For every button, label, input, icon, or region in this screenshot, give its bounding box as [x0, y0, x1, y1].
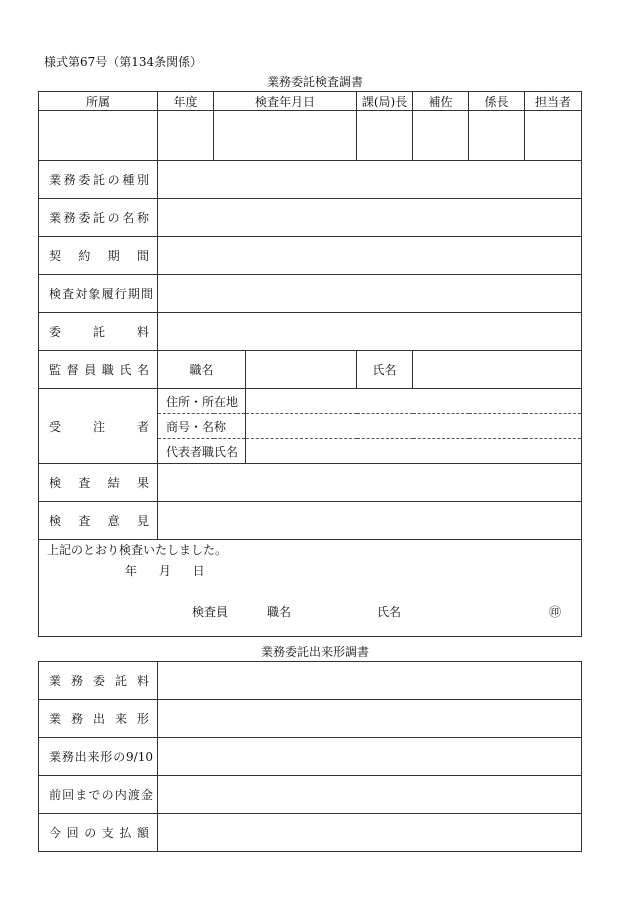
contractor-trade-label: 商号・名称 [158, 414, 246, 439]
contractor-rep-field[interactable] [246, 439, 582, 464]
header-fiscal-year: 年度 [158, 92, 214, 111]
header-affiliation: 所属 [39, 92, 158, 111]
label-fee: 委託料 [39, 313, 158, 351]
header-staff: 担当者 [525, 92, 582, 111]
form-number: 様式第67号（第134条関係） [44, 55, 203, 69]
supervisor-name-label: 氏名 [357, 351, 413, 389]
contractor-address-label: 住所・所在地 [158, 389, 246, 414]
result-field[interactable] [158, 464, 582, 502]
label-type: 業務委託の種別 [39, 161, 158, 199]
fiscal-year-cell[interactable] [158, 111, 214, 161]
affiliation-cell[interactable] [39, 111, 158, 161]
completion-title: 業務委託出来形調書 [260, 645, 369, 659]
completed-work-field[interactable] [158, 700, 582, 738]
inspector-name-label: 氏名 [377, 605, 402, 619]
header-chief: 係長 [469, 92, 525, 111]
label-contract-fee: 業務委託料 [39, 662, 158, 700]
assistant-seal-cell[interactable] [413, 111, 469, 161]
supervisor-title-field[interactable] [246, 351, 357, 389]
director-seal-cell[interactable] [357, 111, 413, 161]
inspector-title-label: 職名 [267, 605, 292, 619]
statement-cell [39, 540, 582, 637]
label-name: 業務委託の名称 [39, 199, 158, 237]
label-previous-payments: 前回までの内渡金 [39, 776, 158, 814]
label-target-period: 検査対象履行期間 [39, 275, 158, 313]
supervisor-title-label: 職名 [158, 351, 246, 389]
contractor-trade-field[interactable] [246, 414, 582, 439]
inspection-title: 業務委託検査調書 [266, 75, 363, 89]
label-ninety-percent: 業務出来形の9/10 [39, 738, 158, 776]
staff-seal-cell[interactable] [525, 111, 582, 161]
previous-payments-field[interactable] [158, 776, 582, 814]
supervisor-name-field[interactable] [413, 351, 582, 389]
header-inspection-date: 検査年月日 [214, 92, 357, 111]
period-field[interactable] [158, 237, 582, 275]
label-contractor: 受注者 [39, 389, 158, 464]
inspector-label: 検査員 [192, 605, 229, 619]
label-supervisor: 監督員職氏名 [39, 351, 158, 389]
header-assistant: 補佐 [413, 92, 469, 111]
label-period: 契約期間 [39, 237, 158, 275]
label-result: 検査結果 [39, 464, 158, 502]
name-field[interactable] [158, 199, 582, 237]
type-field[interactable] [158, 161, 582, 199]
label-current-payment: 今回の支払額 [39, 814, 158, 852]
completion-table [38, 661, 582, 852]
inspection-table [38, 91, 582, 637]
contractor-address-field[interactable] [246, 389, 582, 414]
fee-field[interactable] [158, 313, 582, 351]
seal-mark-icon: ㊞ [549, 605, 562, 619]
contractor-rep-label: 代表者職氏名 [158, 439, 246, 464]
statement-date[interactable]: 年 月 日 [125, 564, 205, 578]
chief-seal-cell[interactable] [469, 111, 525, 161]
header-director: 課(局)長 [357, 92, 413, 111]
statement-text: 上記のとおり検査いたしました。 [47, 543, 228, 557]
contract-fee-field[interactable] [158, 662, 582, 700]
label-completed-work: 業務出来形 [39, 700, 158, 738]
label-opinion: 検査意見 [39, 502, 158, 540]
current-payment-field[interactable] [158, 814, 582, 852]
inspection-date-cell[interactable] [214, 111, 357, 161]
opinion-field[interactable] [158, 502, 582, 540]
target-period-field[interactable] [158, 275, 582, 313]
ninety-percent-field[interactable] [158, 738, 582, 776]
